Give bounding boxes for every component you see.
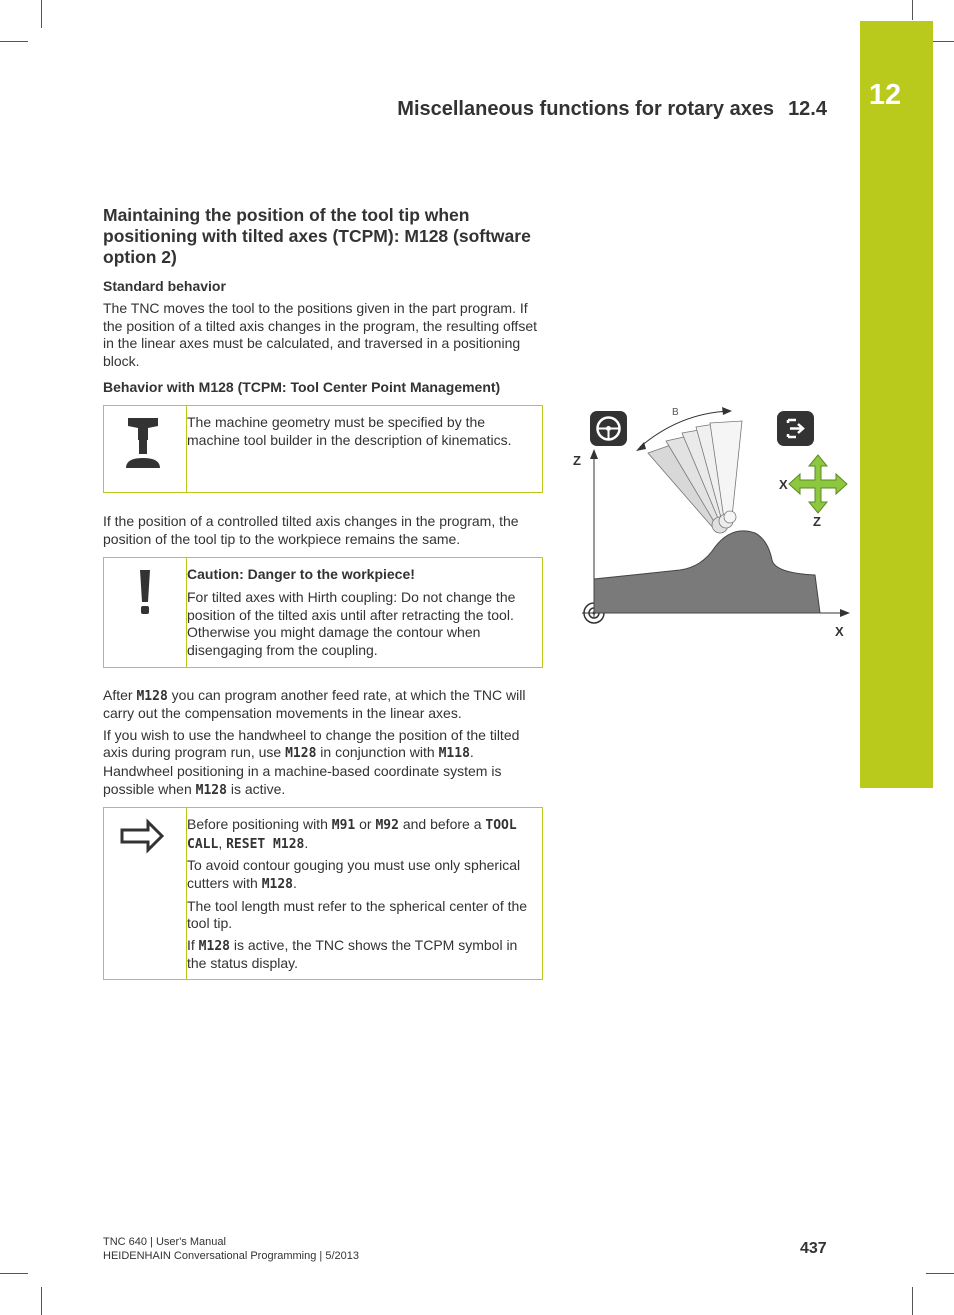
caution-icon-cell: [104, 558, 187, 667]
after-m128-paragraph: After M128 you can program another feed rate, at which the TNC will carry out the compensation movements in the linear axes.: [103, 686, 526, 722]
label-arrow-z: Z: [813, 514, 821, 529]
tip-box: [103, 807, 543, 980]
caution-title: Caution: Danger to the workpiece!: [187, 565, 415, 582]
footer-line-1: TNC 640 | User's Manual: [103, 1236, 226, 1248]
page-number: 437: [800, 1240, 827, 1257]
header-title: Miscellaneous functions for rotary axes: [397, 98, 775, 120]
tip-paragraph-1: Before positioning with M91 or M92 and before a TOOL CALL, RESET M128.: [187, 816, 517, 852]
handwheel-paragraph: If you wish to use the handwheel to change the position of the tilted axis during program run, use M128 in conjunction with M118. Handwheel positioning in a machine-based coordinate system is possible when M128 is active.: [103, 726, 520, 798]
machine-tool-icon: [104, 406, 186, 492]
steering-wheel-icon: [590, 411, 627, 446]
standard-behavior-heading: Standard behavior: [103, 278, 226, 294]
label-z-axis: Z: [573, 453, 581, 468]
m128-behavior-heading: Behavior with M128 (TCPM: Tool Center Point Management): [103, 379, 501, 396]
section-title: Maintaining the position of the tool tip when positioning with tilted axes (TCPM): M128 (software option 2): [103, 205, 531, 267]
header-section-number: 12.4: [788, 98, 827, 120]
running-header: [397, 98, 827, 121]
crop-mark: [912, 1287, 913, 1315]
chapter-number: 12: [868, 79, 902, 111]
tip-paragraph-4: If M128 is active, the TNC shows the TCPM symbol in the status display.: [187, 936, 518, 972]
code-m128: M128: [136, 688, 168, 704]
axis-arrows-icon: [789, 455, 847, 513]
tcpm-diagram: [570, 395, 860, 640]
code-m118: M118: [438, 746, 470, 762]
controlled-axis-paragraph: If the position of a controlled tilted axis changes in the program, the position of the tool tip to the workpiece remains the same.: [103, 513, 519, 547]
arrow-right-icon: [104, 808, 186, 868]
tcpm-figure: [570, 395, 860, 640]
caution-box: [103, 557, 543, 668]
machine-note-box: [103, 405, 543, 493]
workpiece-shape: [594, 531, 820, 613]
caution-text: For tilted axes with Hirth coupling: Do not change the position of the tilted axis until after retracting the tool. Otherwise you might damage the contour when disengaging from the coupling.: [187, 589, 516, 658]
label-x-axis: X: [835, 624, 844, 639]
footer-line-2: HEIDENHAIN Conversational Programming | 5/2013: [103, 1250, 359, 1262]
crop-mark: [0, 41, 28, 42]
crop-mark: [0, 1273, 28, 1274]
standard-behavior-text: The TNC moves the tool to the positions given in the part program. If the position of a tilted axis changes in the program, the resulting offset in the linear axes must be calculated, and traversed in a positioning block.: [103, 300, 537, 369]
crop-mark: [926, 1273, 954, 1274]
tip-paragraph-3: The tool length must refer to the spherical center of the tool tip.: [187, 897, 528, 932]
tool-positions: [648, 421, 742, 533]
crop-mark: [41, 0, 42, 28]
label-arrow-x: X: [779, 477, 788, 492]
program-run-icon: [777, 411, 814, 446]
tip-icon-cell: [104, 808, 187, 979]
exclamation-icon: [104, 558, 186, 628]
label-b: B: [672, 407, 679, 418]
machine-note-text: The machine geometry must be specified by the machine tool builder in the description of kinematics.: [187, 414, 512, 448]
footer-info: [103, 1235, 359, 1263]
crop-mark: [912, 0, 913, 20]
chapter-tab: [860, 21, 933, 788]
tip-paragraph-2: To avoid contour gouging you must use only spherical cutters with M128.: [187, 857, 521, 892]
code-m128: M128: [285, 746, 317, 762]
code-m128: M128: [195, 782, 227, 798]
machine-icon-cell: [104, 406, 187, 492]
crop-mark: [41, 1287, 42, 1315]
main-content: [103, 205, 543, 992]
